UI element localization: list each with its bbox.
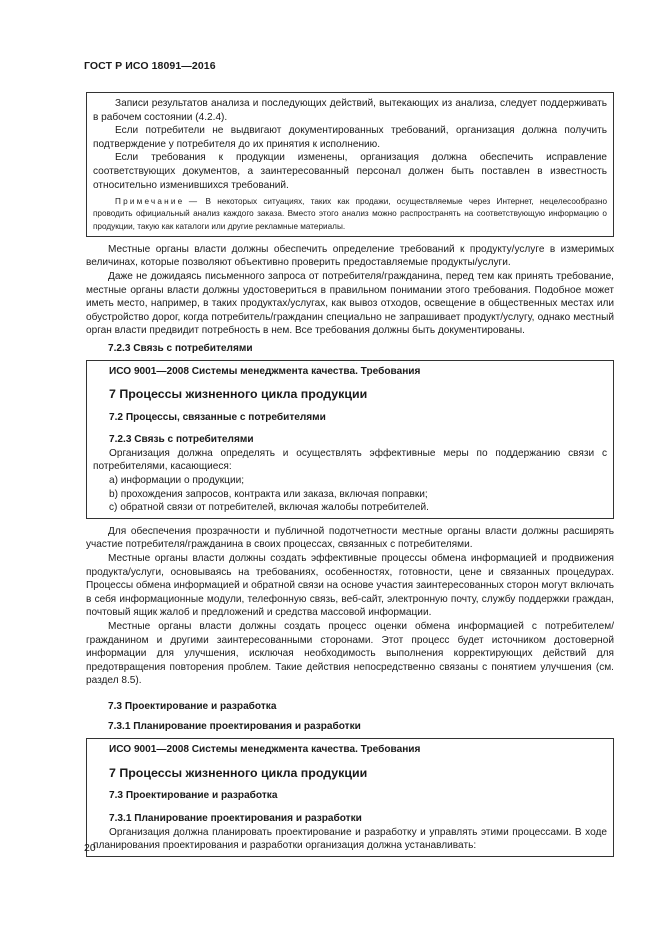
body-section-communication xyxy=(86,525,614,688)
clause-text: Организация должна планировать проектирование и разработку и управлять этими процессами. В ходе планирования проектирования и разработки организация должна устанавливать: xyxy=(93,826,607,852)
list-item: а) информации о продукции; xyxy=(109,475,245,487)
list-item: c) обратной связи от потребителей, включая жалобы потребителей. xyxy=(109,502,429,514)
box1-paragraph: Если требования к продукции изменены, организация должна обеспечить исправление соответствующих документов, а заинтересованный персонал должен быть поставлен в известность относительно изменившихся требований. xyxy=(93,152,607,191)
body-section-requirements xyxy=(86,243,614,338)
clause-heading-7: 7 Процессы жизненного цикла продукции xyxy=(109,387,368,402)
body-paragraph: Местные органы власти должны обеспечить определение требований к продукту/услуге в измеримых величинах, которые позволяют объективно проверить предоставляемые продукты/услуги. xyxy=(86,243,614,269)
body-paragraph: Для обеспечения прозрачности и публичной подотчетности местные органы власти должны расширять участие потребителя/гражданина в своих процессах, связанных с потребителями. xyxy=(86,525,614,551)
note-label: Примечание — xyxy=(115,197,200,207)
clause-heading-7-2-3: 7.2.3 Связь с потребителями xyxy=(109,434,254,446)
box1-note xyxy=(93,196,607,233)
section-heading-7-2-3: 7.2.3 Связь с потребителями xyxy=(108,342,253,354)
box1-paragraph: Если потребители не выдвигают документированных требований, организация должна получить подтверждение у потребителя до их принятия к исполнению. xyxy=(93,125,607,150)
note-text: В некоторых ситуациях, таких как продажи, осуществляемые через Интернет, нецелесообразно проводить официальный анализ каждого заказа. Вместо этого анализ можно распространять на соответствующую информацию о продукции, такую как каталоги или другие рекламные материалы. xyxy=(93,197,607,231)
quote-box-review-records xyxy=(86,92,614,237)
page-content xyxy=(86,92,614,857)
section-heading-7-3: 7.3 Проектирование и разработка xyxy=(108,700,277,712)
quote-box-customer-communication xyxy=(86,360,614,519)
page-number: 20 xyxy=(84,842,96,854)
document-header: ГОСТ Р ИСО 18091—2016 xyxy=(84,60,216,72)
clause-heading-7-3-1: 7.3.1 Планирование проектирования и разработки xyxy=(109,812,362,824)
box1-paragraph: Записи результатов анализа и последующих действий, вытекающих из анализа, следует поддерживать в рабочем состоянии (4.2.4). xyxy=(93,98,607,123)
clause-heading-7-3: 7.3 Проектирование и разработка xyxy=(109,790,278,802)
clause-heading-7: 7 Процессы жизненного цикла продукции xyxy=(109,765,368,780)
standard-title: ИСО 9001—2008 Системы менеджмента качества. Требования xyxy=(109,365,421,377)
clause-heading-7-2: 7.2 Процессы, связанные с потребителями xyxy=(109,411,326,423)
quote-box-design-planning xyxy=(86,738,614,857)
section-heading-7-3-1: 7.3.1 Планирование проектирования и разработки xyxy=(108,720,361,732)
clause-intro: Организация должна определять и осуществлять эффективные меры по поддержанию связи с потребителями, касающиеся: xyxy=(93,447,607,473)
body-paragraph: Местные органы власти должны создать процесс оценки обмена информацией с потребителем/гражданином и другими заинтересованными сторонами. Этот процесс будет источником достоверной информации для улучшения, исключая необходимость выполнения корректирующих действий для предотвращения повторения проблем. Такие действия непосредственно связаны с понятием улучшения (см. раздел 8.5). xyxy=(86,621,614,687)
body-paragraph: Даже не дожидаясь письменного запроса от потребителя/гражданина, перед тем как принять требование, местные органы власти должны удостовериться в правильном понимании этого требования. Подобное может иметь место, например, в таких продуктах/услугах, как вывоз отходов, освещение в общественных местах или обустройство дорог, когда потребитель/гражданин специально не запрашивает продукт/услугу, однако местный орган власти предвидит потребность в нем. Все требования должны быть документированы. xyxy=(86,270,614,337)
body-paragraph: Местные органы власти должны создать эффективные процессы обмена информацией и продвижения продукта/услуги, основываясь на требованиях, особенностях, готовности, цене и связанных процедурах. Процессы обмена информацией и обратной связи на основе участия заинтересованных сторон могут включать в себя информационные модули, телефонную связь, веб-сайт, электронную почту, службу поддержки граждан, почтовый ящик жалоб и предложений и средства массовой информации. xyxy=(86,553,614,619)
standard-title: ИСО 9001—2008 Системы менеджмента качества. Требования xyxy=(109,744,421,756)
list-item: b) прохождения запросов, контракта или заказа, включая поправки; xyxy=(109,488,428,500)
